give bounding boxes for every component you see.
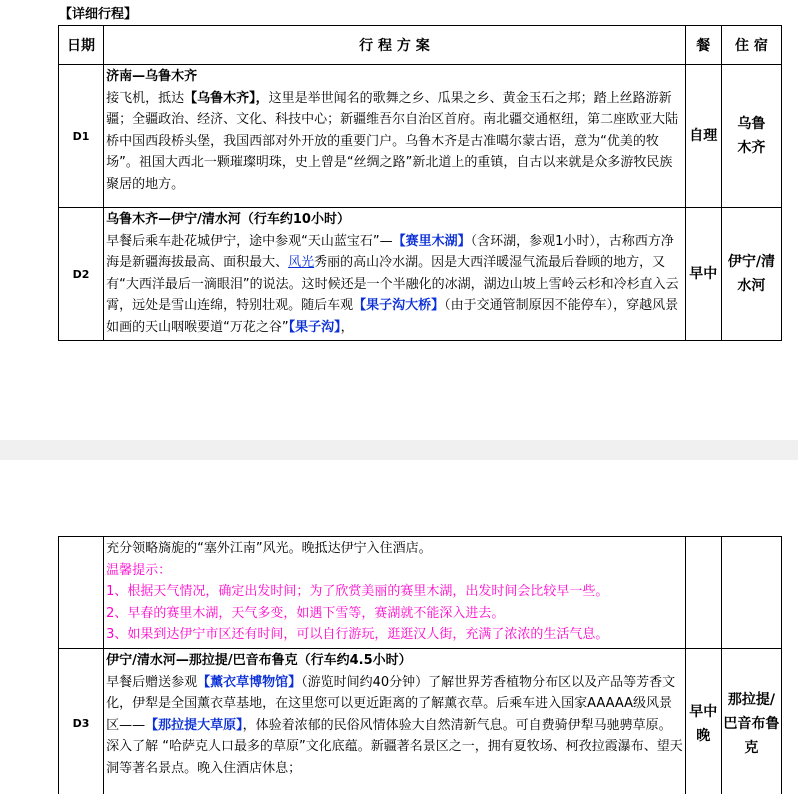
text-span: 秀丽的高山冷水湖。因是大西洋暖湿气流最后眷顾的地方，又有“大西洋最后一滴眼泪”的说法。这时候还是一个半融化的冰湖，湖边山坡上雪岭云杉和冷杉直入云霄，远处是雪山连绵，特别壮观。随后车观	[106, 255, 679, 313]
highlight-nalati-grassland: 【那拉提大草原】	[145, 717, 243, 733]
meal-cell-empty	[685, 537, 721, 649]
day-description-d2-continued: 充分领略旖旎的“塞外江南”风光。晚抵达伊宁入住酒店。	[106, 541, 432, 556]
itinerary-table	[58, 25, 782, 341]
day-cell-d2: D2	[59, 208, 104, 341]
meal-cell-d2: 早中	[685, 208, 721, 341]
stay-cell-empty	[721, 537, 781, 649]
stay-cell-d2: 伊宁/清水河	[721, 208, 781, 341]
stay-text-d3: 那拉提/巴音布鲁克	[723, 691, 780, 756]
highlight-sayram-lake: 【赛里木湖】	[392, 233, 471, 249]
text-span: 早餐后赠送参观	[106, 674, 198, 690]
plan-cell-d2	[104, 208, 686, 341]
day-cell-d1: D1	[59, 65, 104, 208]
text-span: （由于交通管制原因不能停车），穿越风景如画的天山咽喉要道“万花之谷”	[106, 298, 679, 335]
highlight-lavender-museum: 【薰衣草博物馆】	[197, 674, 302, 690]
tips-heading: 温馨提示：	[106, 562, 172, 578]
table-row-d1	[59, 65, 782, 208]
header-meal: 餐	[685, 26, 721, 65]
table-header-row	[59, 26, 782, 65]
text-span: （含环湖，参观1小时），古称西方净海是新疆海拔最高、面积最大、	[106, 233, 674, 270]
day-title-d1: 济南—乌鲁木齐	[106, 69, 198, 84]
text-span: （游览时间约40分钟）了解世界芳香植物分布区以及产品等芳香文化，伊犁是全国薰衣草基地，在这里您可以更近距离的了解薰衣草。后乘车进入国家AAAAA级风景区——	[106, 674, 676, 733]
header-day: 日期	[59, 26, 104, 65]
day-description-d1	[106, 88, 683, 196]
text-span: ，	[340, 319, 354, 335]
day-title-d2: 乌鲁木齐—伊宁/清水河（行车约10小时）	[106, 212, 350, 227]
underlined-link-scenery[interactable]: 风光	[288, 255, 315, 270]
table-row-d2	[59, 208, 782, 341]
table-row-d2-continued	[59, 537, 782, 649]
highlight-guozigou-bridge: 【果子沟大桥】	[353, 298, 445, 313]
meal-cell-d1: 自理	[685, 65, 721, 208]
header-stay: 住 宿	[721, 26, 781, 65]
day-title-d3: 伊宁/清水河—那拉提/巴音布鲁克（行车约4.5小时）	[106, 653, 412, 668]
tip-item: 1、根据天气情况，确定出发时间；为了欣赏美丽的赛里木湖，出发时间会比较早一些。	[106, 584, 609, 599]
plan-cell-d3	[104, 649, 686, 794]
plan-cell-d1	[104, 65, 686, 208]
section-title: 【详细行程】	[59, 7, 138, 22]
tip-item: 3、如果到达伊宁市区还有时间，可以自行游玩，逛逛汉人街，充满了浓浓的生活气息。	[106, 627, 609, 642]
day-description-d2	[106, 231, 683, 339]
header-plan: 行 程 方 案	[104, 26, 686, 65]
tip-item: 2、早春的赛里木湖，天气多变，如遇下雪等，赛湖就不能深入进去。	[106, 605, 505, 621]
day-description-d3	[106, 672, 683, 780]
table-row-d3	[59, 649, 782, 794]
stay-cell-d3	[721, 649, 781, 794]
stay-text-d1: 乌鲁木齐	[737, 116, 766, 156]
text-span: 早餐后乘车赴花城伊宁，途中参观“天山蓝宝石”—	[106, 233, 393, 249]
itinerary-table-continued	[58, 536, 782, 794]
highlight-urumqi: 【乌鲁木齐】，	[184, 90, 269, 106]
text-span: ，体验着浓郁的民俗风情体验大自然清新气息。可自费骑伊犁马驰骋草原。深入了解 “哈萨克人口最多的草原”文化底蕴。新疆著名景区之一，拥有夏牧场、柯孜拉霞瀑布、望天洞等著名景点。晚入住酒店休息；	[106, 717, 683, 776]
highlight-guozigou: 【果子沟】	[288, 319, 341, 335]
day-cell-empty	[59, 537, 104, 649]
document-page-2	[0, 460, 798, 794]
meal-cell-d3	[685, 649, 721, 794]
stay-cell-d1	[721, 65, 781, 208]
text-span: 这里是举世闻名的歌舞之乡、瓜果之乡、黄金玉石之邦；踏上丝路游新疆；全疆政治、经济、文化、科技中心；新疆维吾尔自治区首府。南北疆交通枢纽，第二座欧亚大陆桥中国西段桥头堡，我国西部对外开放的重要门户。乌鲁木齐是古准噶尔蒙古语，意为“优美的牧场”。祖国大西北一颗璀璨明珠，史上曾是“丝绸之路”新北道上的重镇，自古以来就是众多游牧民族聚居的地方。	[106, 90, 679, 192]
day-cell-d3: D3	[59, 649, 104, 794]
meal-text-d3: 早中晚	[689, 703, 718, 744]
text-span: 接飞机，抵达	[106, 90, 185, 106]
plan-cell-d2-continued	[104, 537, 686, 649]
